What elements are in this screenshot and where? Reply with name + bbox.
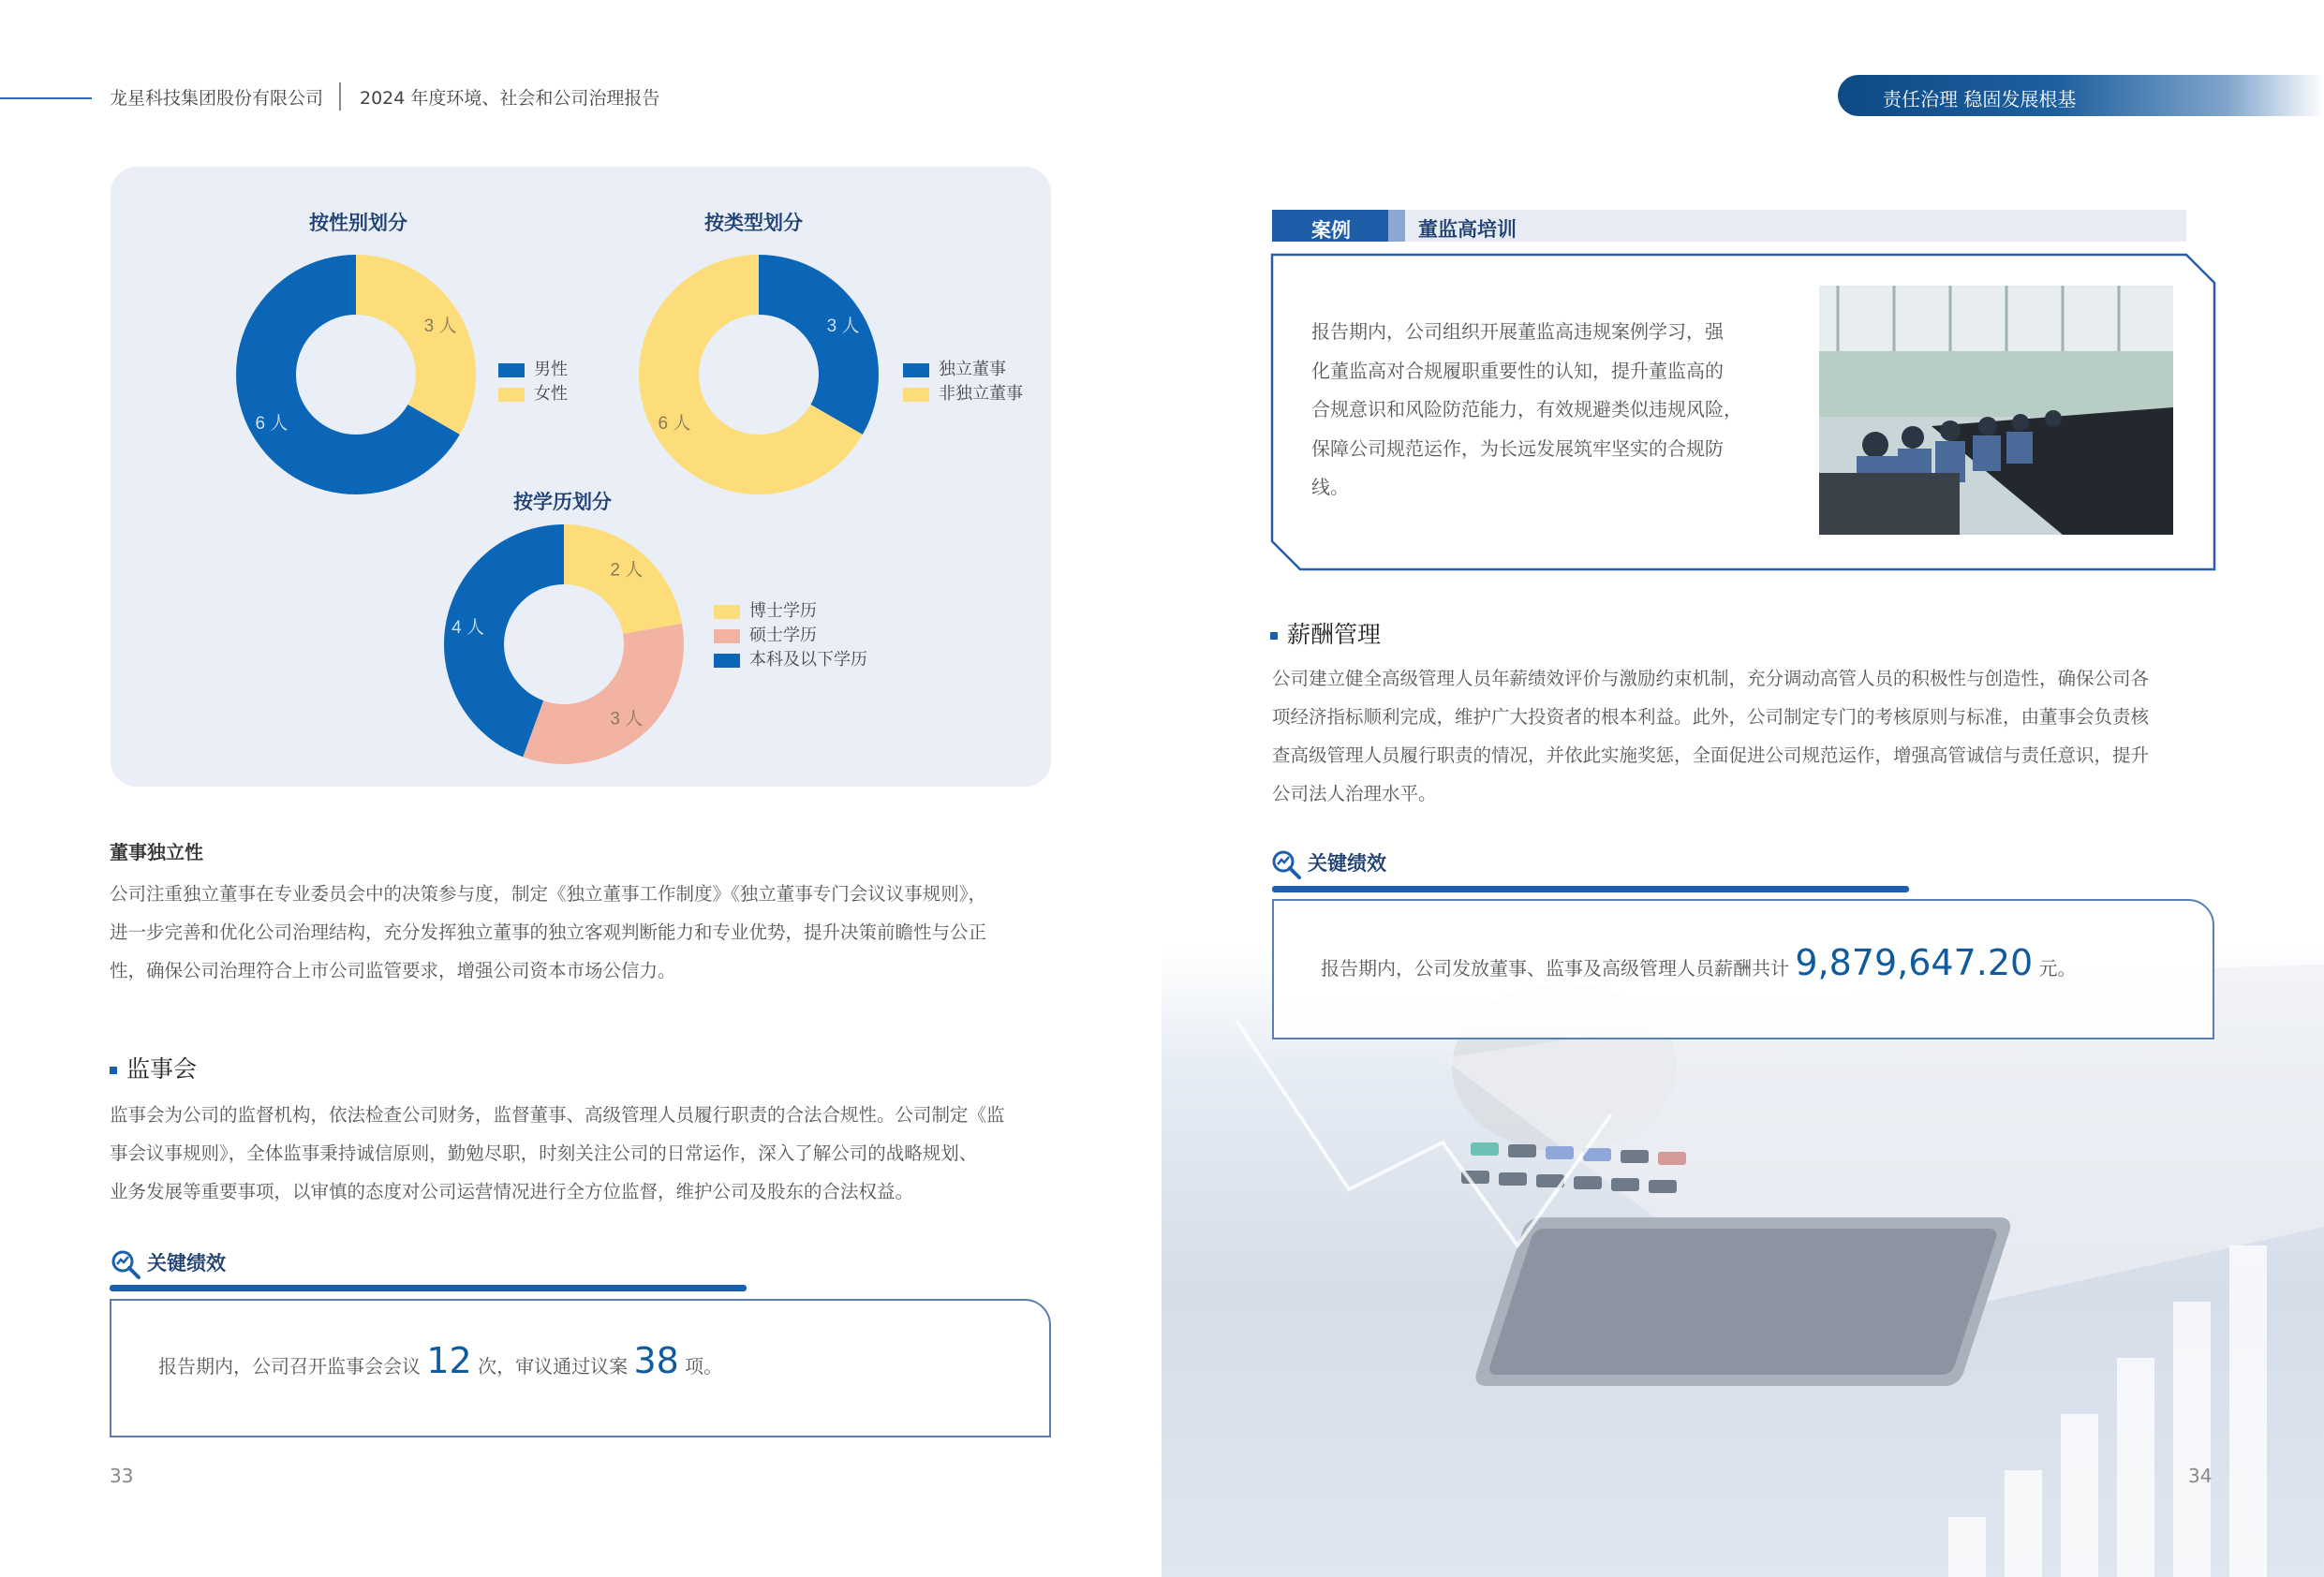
magnifier-chart-icon bbox=[110, 1248, 141, 1280]
legend-swatch bbox=[903, 388, 929, 402]
kpi-underline bbox=[110, 1285, 747, 1291]
legend-swatch bbox=[714, 605, 740, 619]
gender-chart-title: 按性别划分 bbox=[309, 212, 407, 234]
case-title-bar bbox=[1388, 210, 2186, 242]
legend-item-female: 女性 bbox=[498, 382, 568, 406]
kpi-label-left: 关键绩效 bbox=[110, 1248, 226, 1280]
bullet-icon bbox=[110, 1067, 117, 1074]
meetings-count: 12 bbox=[426, 1340, 472, 1381]
calculator-illustration bbox=[1162, 946, 2324, 1577]
legend-swatch bbox=[714, 629, 740, 643]
page-number-left: 33 bbox=[110, 1465, 134, 1487]
donut-label: 3 人 bbox=[826, 317, 860, 336]
donut-label: 2 人 bbox=[610, 560, 644, 581]
compensation-title: 薪酬管理 bbox=[1270, 616, 1381, 650]
kpi-underline bbox=[1272, 886, 1909, 892]
edu-legend bbox=[714, 599, 867, 672]
gender-legend bbox=[498, 358, 568, 406]
proposals-count: 38 bbox=[633, 1340, 679, 1381]
independence-title: 董事独立性 bbox=[110, 841, 203, 863]
bullet-icon bbox=[1270, 632, 1278, 640]
legend-swatch bbox=[903, 363, 929, 377]
magnifier-chart-icon bbox=[1270, 848, 1302, 880]
page-number-right: 34 bbox=[2188, 1465, 2213, 1487]
legend-item-male: 男性 bbox=[498, 358, 568, 382]
donut-label: 3 人 bbox=[423, 317, 457, 336]
legend-swatch bbox=[714, 654, 740, 668]
training-meeting-photo bbox=[1819, 286, 2173, 535]
donut-slice-独立董事 bbox=[759, 255, 879, 435]
case-tag: 案例 bbox=[1272, 210, 1388, 242]
type-legend bbox=[903, 358, 1023, 406]
legend-item-bachelor: 本科及以下学历 bbox=[714, 648, 867, 672]
kpi-label-right: 关键绩效 bbox=[1270, 848, 1386, 880]
report-title: 2024 年度环境、社会和公司治理报告 bbox=[360, 88, 660, 109]
kpi-box-left bbox=[110, 1299, 1051, 1437]
section-title: 责任治理 稳固发展根基 bbox=[1883, 88, 2077, 111]
type-chart-title: 按类型划分 bbox=[704, 212, 803, 234]
legend-swatch bbox=[498, 363, 525, 377]
compensation-text: 公司建立健全高级管理人员年薪绩效评价与激励约束机制，充分调动高管人员的积极性与创造性，确保公司各 项经济指标顺利完成，维护广大投资者的根本利益。此外，公司制定专门的考核原则与标准，由董事会负责核 查高级管理人员履行职责的情况，并依此实施奖惩，全面促进公司规范运作，增强高管诚信与责任意识，提升 公司法人治理水平。 bbox=[1272, 668, 2150, 804]
donut-label: 3 人 bbox=[610, 709, 644, 730]
calculator-photo bbox=[1162, 946, 2324, 1577]
supervisory-text: 监事会为公司的监督机构，依法检查公司财务，监督董事、高级管理人员履行职责的合法合规性。公司制定《监 事会议事规则》，全体监事秉持诚信原则，勤勉尽职，时刻关注公司的日常运作，深入了解公司的战略规划、 业务发展等重要事项，以审慎的态度对公司运营情况进行全方位监督，维护公司及股东的合法权益。 bbox=[110, 1104, 1005, 1202]
legend-item-non-independent: 非独立董事 bbox=[903, 382, 1023, 406]
donut-label: 4 人 bbox=[451, 617, 485, 638]
edu-chart-title: 按学历划分 bbox=[513, 491, 612, 513]
legend-swatch bbox=[498, 388, 525, 402]
kpi-text-left: 报告期内，公司召开监事会会议 12 次，审议通过议案 38 项。 bbox=[158, 1340, 723, 1381]
case-text: 报告期内，公司组织开展董监高违规案例学习，强 化董监高对合规履职重要性的认知，提升董监高的 合规意识和风险防范能力，有效规避类似违规风险， 保障公司规范运作，为长远发展筑牢坚实的合规防 线。 bbox=[1311, 320, 1742, 498]
section-badge bbox=[1838, 75, 2324, 116]
compensation-amount: 9,879,647.20 bbox=[1795, 942, 2034, 983]
kpi-box-right bbox=[1272, 899, 2214, 1039]
kpi-text-right: 报告期内，公司发放董事、监事及高级管理人员薪酬共计 9,879,647.20 元。 bbox=[1321, 942, 2077, 983]
legend-item-independent: 独立董事 bbox=[903, 358, 1023, 382]
independence-text: 公司注重独立董事在专业委员会中的决策参与度，制定《独立董事工作制度》《独立董事专门会议议事规则》， 进一步完善和优化公司治理结构，充分发挥独立董事的独立客观判断能力和专业优势，提升决策前瞻性与公正 性，确保公司治理符合上市公司监管要求，增强公司资本市场公信力。 bbox=[110, 883, 987, 981]
company-name: 龙星科技集团股份有限公司 bbox=[110, 88, 324, 109]
legend-item-phd: 博士学历 bbox=[714, 599, 867, 624]
donut-slice-硕士学历 bbox=[523, 624, 684, 764]
supervisory-title: 监事会 bbox=[110, 1051, 197, 1084]
case-title: 董监高培训 bbox=[1418, 218, 1517, 241]
case-accent bbox=[1388, 210, 1405, 242]
donut-slice-女性 bbox=[356, 255, 476, 435]
donut-label: 6 人 bbox=[255, 414, 289, 434]
legend-item-master: 硕士学历 bbox=[714, 624, 867, 648]
donut-label: 6 人 bbox=[658, 414, 691, 434]
